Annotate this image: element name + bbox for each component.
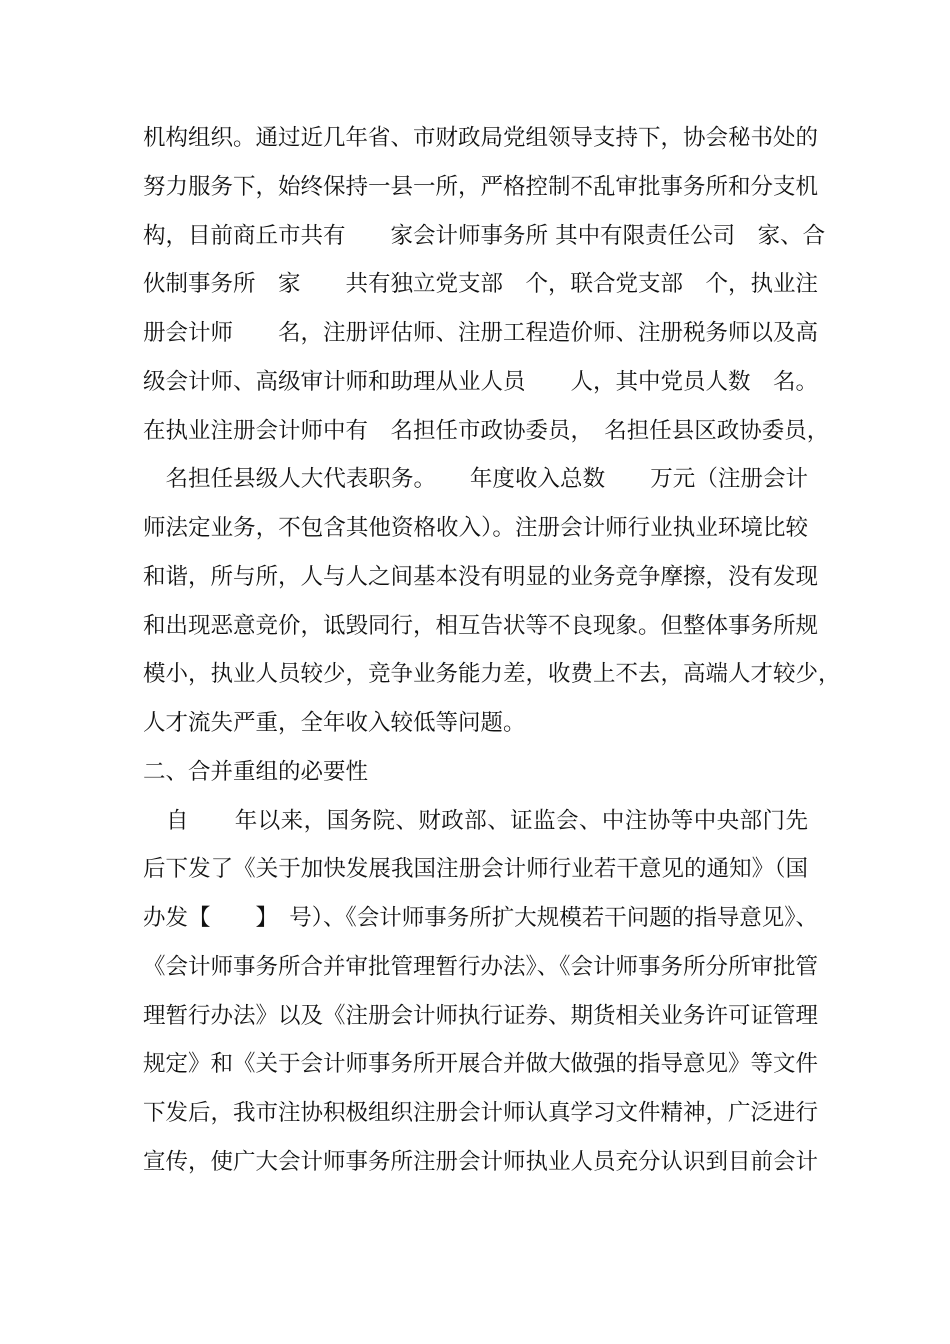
text-line: 自 年以来，国务院、财政部、证监会、中注协等中央部门先	[143, 807, 808, 834]
text-line: 构，目前商丘市共有 家会计师事务所 其中有限责任公司 家、合	[143, 222, 826, 249]
text-line: 《会计师事务所合并审批管理暂行办法》、《会计师事务所分所审批管	[143, 953, 819, 980]
text-line: 宣传，使广大会计师事务所注册会计师执业人员充分认识到目前会计	[143, 1148, 819, 1175]
text-line: 师法定业务，不包含其他资格收入）。注册会计师行业执业环境比较	[143, 515, 808, 541]
text-line: 人才流失严重，全年收入较低等问题。	[143, 710, 526, 736]
text-line: 和谐，所与所，人与人之间基本没有明显的业务竞争摩擦，没有发现	[143, 563, 819, 590]
text-line: 努力服务下，始终保持一县一所，严格控制不乱审批事务所和分支机	[143, 173, 819, 200]
text-line: 名担任县级人大代表职务。 年度收入总数 万元（注册会计	[143, 466, 808, 493]
text-line: 伙制事务所 家 共有独立党支部 个，联合党支部 个，执业注	[143, 271, 819, 298]
text-line: 级会计师、高级审计师和助理从业人员 人，其中党员人数 名。	[143, 368, 819, 395]
text-line: 机构组织。通过近几年省、市财政局党组领导支持下，协会秘书处的	[143, 125, 819, 151]
text-line: 和出现恶意竞价，诋毁同行，相互告状等不良现象。但整体事务所规	[143, 612, 819, 639]
text-line: 后下发了《关于加快发展我国注册会计师行业若干意见的通知》（国	[143, 856, 808, 883]
text-line: 理暂行办法》以及《注册会计师执行证券、期货相关业务许可证管理	[143, 1002, 819, 1029]
text-line: 册会计师 名，注册评估师、注册工程造价师、注册税务师以及高	[143, 320, 819, 346]
body-text	[143, 114, 841, 1187]
text-line: 规定》和《关于会计师事务所开展合并做大做强的指导意见》等文件	[143, 1051, 819, 1078]
section-heading: 二、合并重组的必要性	[143, 758, 369, 785]
text-line: 办发【 】 号）、《会计师事务所扩大规模若干问题的指导意见》、	[143, 905, 819, 931]
text-line: 下发后，我市注协积极组织注册会计师认真学习文件精神，广泛进行	[143, 1100, 819, 1126]
text-line: 在执业注册会计师中有 名担任市政协委员， 名担任县区政协委员，	[143, 417, 830, 444]
text-line: 模小，执业人员较少，竞争业务能力差，收费上不去，高端人才较少，	[143, 661, 841, 688]
